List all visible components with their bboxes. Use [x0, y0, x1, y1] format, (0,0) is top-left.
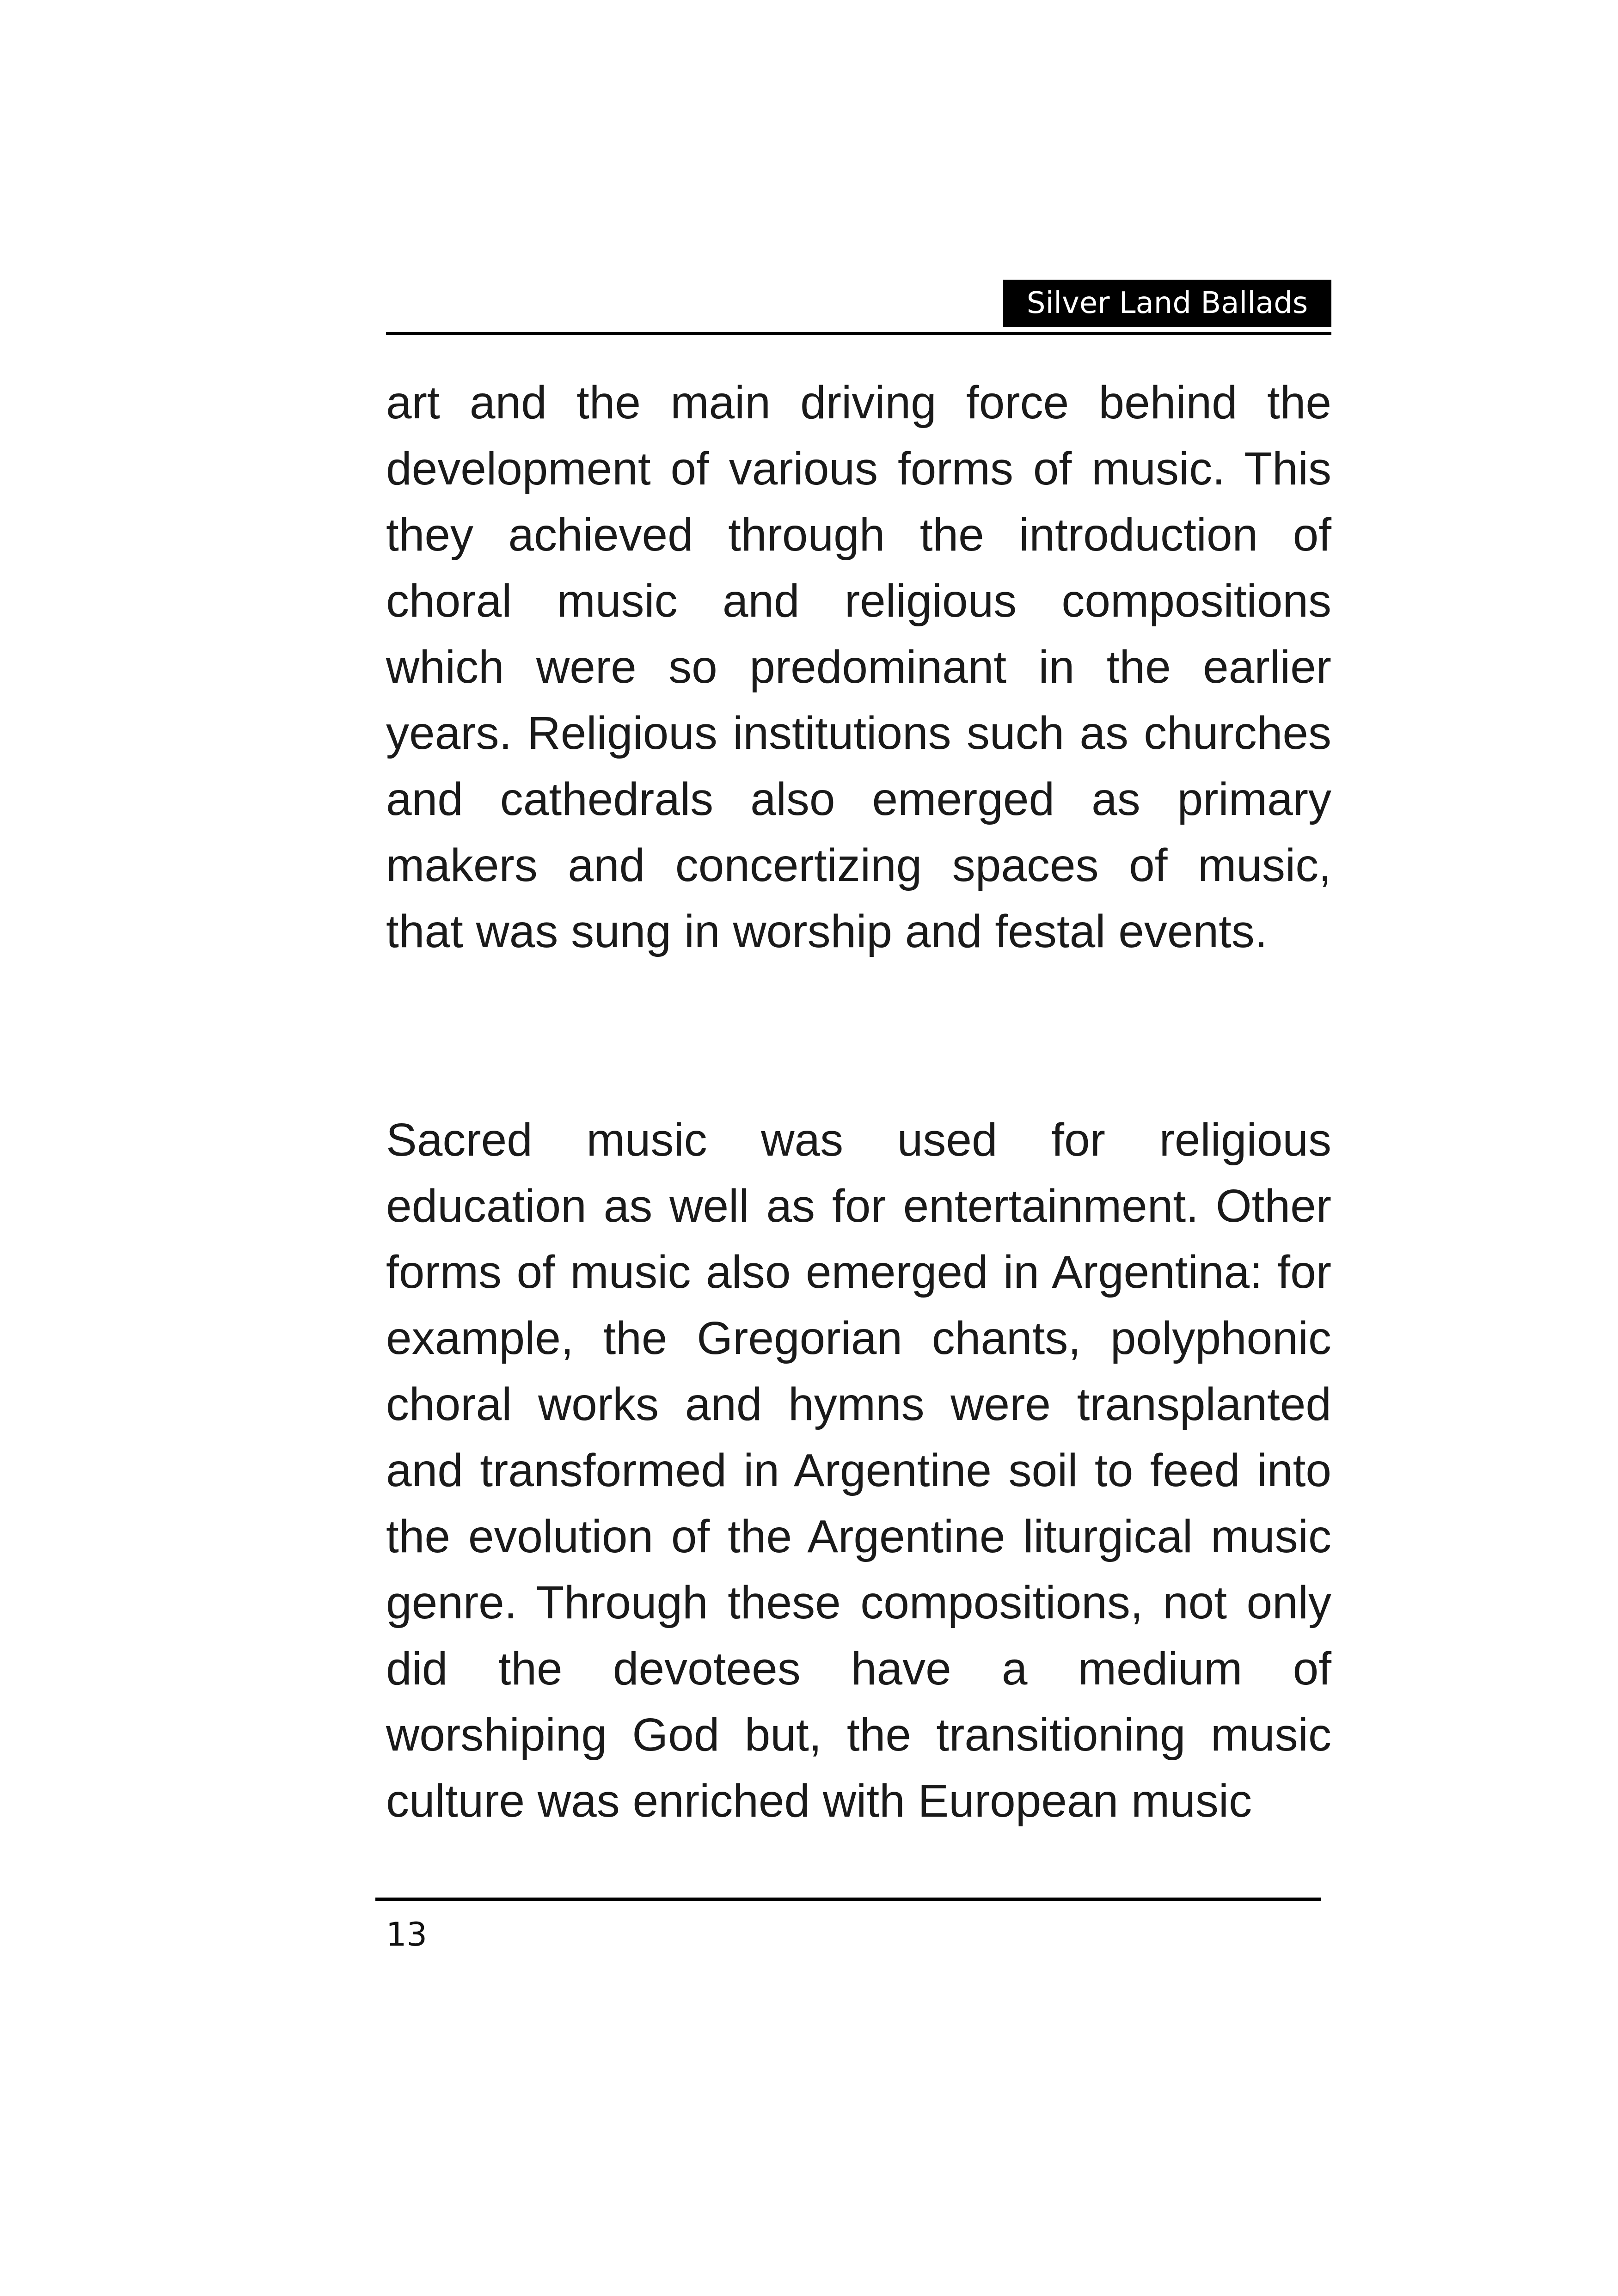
body-paragraph-1: art and the main driving force behind the development of various forms of music. This they achieved through the introduction of choral music and religious compositions which were so predominant in the earlier years. Religious institutions such as churches and cathedrals also emerged as primary makers and concertizing spaces of music, that was sung in worship and festal events. [386, 377, 1331, 957]
header-divider [386, 332, 1331, 335]
footer-divider [375, 1898, 1321, 1901]
running-header-title: Silver Land Ballads [1003, 280, 1331, 327]
body-paragraph-2: Sacred music was used for religious education as well as for entertainment. Other forms of music also emerged in Argentina: for example, the Gregorian chants, polyphonic choral works and hymns were transplanted and transformed in Argentine soil to feed into the evolution of the Argentine liturgical music genre. Through these compositions, not only did the devotees have a medium of worshiping God but, the transitioning music culture was enriched with European music [386, 1114, 1331, 1827]
page-number: 13 [386, 1916, 428, 1953]
